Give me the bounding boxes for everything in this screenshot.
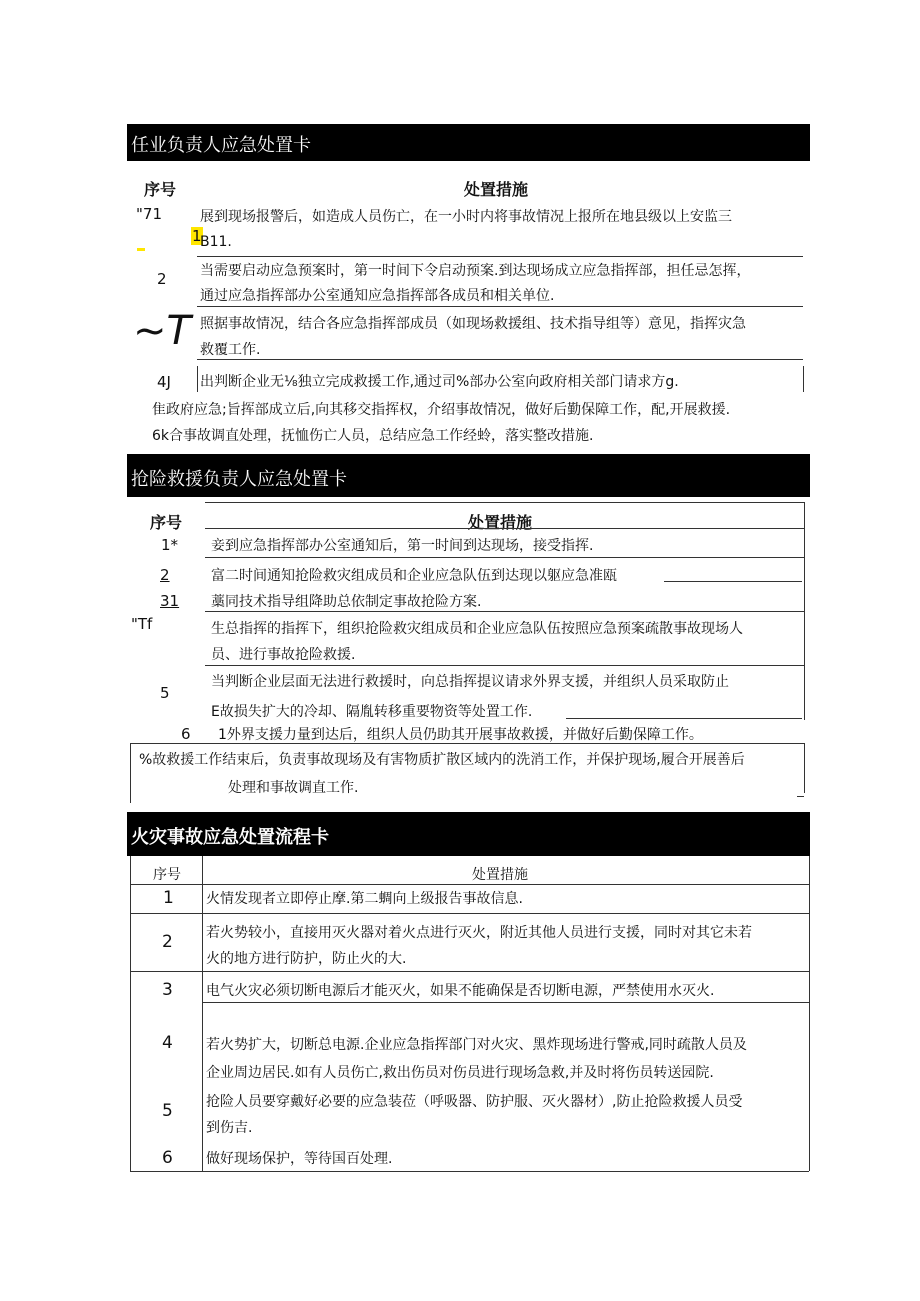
card1-row3-line1: 照据事故情况，结合各应急指挥部成员（如现场救援组、技术指导组等）意见，指挥灾急	[200, 316, 746, 332]
card3-row2-line1: 若火势较小，直接用灭火器对着火点进行灭火，附近其他人员进行支援，同时对其它未若	[206, 925, 752, 941]
card1-mid-border	[197, 366, 198, 392]
card2-divider	[566, 718, 802, 719]
card3-row4-line1: 若火势扩大，切断总电源.企业应急指挥部门对火灾、黑炸现场进行警戒,同时疏散人员及	[206, 1037, 747, 1053]
card3-divider	[130, 913, 809, 914]
card3-divider	[202, 1002, 809, 1003]
card3-row5-line1: 抢险人员要穿戴好必要的应急装莅（呼吸器、防护服、灭火器材）,防止抢险救援人员受	[206, 1094, 743, 1110]
card2-row3-num: 31	[160, 592, 180, 610]
card2-row4-line2: 员、进行事故抢险救援.	[211, 647, 356, 663]
card2-table-top	[205, 502, 804, 503]
card1-row4-line1: 出判断企业无⅛独立完成救援工作,通过司%部办公室向政府相关部门请求方g.	[200, 374, 679, 390]
card2-divider	[205, 557, 804, 558]
card2-row2-num: 2	[160, 566, 170, 584]
card1-divider	[197, 306, 803, 307]
card3-divider	[130, 971, 809, 972]
card3-header-bottom	[130, 884, 809, 885]
card1-right-border	[803, 366, 804, 392]
card1-row3-line2: 救覆工作.	[200, 342, 261, 358]
card2-divider	[205, 665, 804, 666]
card1-row2-line2: 通过应急指挥部办公室通知应急指挥部各成员和相关单位.	[200, 288, 555, 304]
card1-row1-num: "71	[136, 205, 162, 223]
card1-divider	[197, 256, 803, 257]
card1-row4-num: 4J	[157, 373, 171, 391]
card2-row3-line1: 藁同技术指导组降助总依制定事故抢险方案.	[211, 594, 482, 610]
card1-title: 任业负责人应急处置卡	[131, 135, 311, 156]
card2-row2-line1: 富二时间通知抢险救灾组成员和企业应急队伍到达现以躯应急准瓯	[211, 568, 617, 584]
card1-row1-line2: B11.	[200, 234, 232, 250]
card2-col-measure: 处置措施	[468, 513, 533, 532]
card2-extra-line1: %故救援工作结束后，负责事故现场及有害物质扩散区域内的洗消工作，并保护现场,履合开展善后	[139, 752, 745, 768]
card2-header-bottom	[205, 528, 804, 529]
card2-divider	[205, 611, 804, 612]
card3-col-num: 序号	[153, 867, 181, 883]
card2-right-border-bottom	[804, 743, 805, 793]
card2-right-border	[804, 502, 805, 720]
card1-extra-line2: 6k合事故调直处理，抚恤伤亡人员，总结应急工作经蛉，落实整改措施.	[152, 428, 594, 444]
card1-row1-mark	[137, 248, 145, 251]
card2-row1-num: 1*	[161, 536, 179, 554]
card2-row5-line1: 当判断企业层面无法进行救援时，向总指挥提议请求外界支援，并组织人员采取防止	[211, 674, 729, 690]
card3-row6-num: 6	[162, 1148, 173, 1168]
card2-left-border	[130, 743, 131, 803]
card1-row1-line1: 展到现场报警后，如造成人员伤亡，在一小时内将事故情况上报所在地县级以上安监三	[200, 209, 732, 225]
card2-extra-line2: 处理和事故调直工作.	[228, 780, 359, 796]
card1-divider	[197, 359, 803, 360]
card2-row6-num: 6	[181, 725, 191, 743]
card2-title: 抢险救援负责人应急处置卡	[131, 469, 347, 490]
card1-title-bar	[127, 124, 810, 161]
card3-row4-num: 4	[162, 1033, 173, 1053]
card3-left-border	[130, 856, 131, 1171]
card2-row4-line1: 生总指挥的指挥下，组织抢险救灾组成员和企业应急队伍按照应急预案疏散事故现场人	[211, 621, 743, 637]
card2-row6-line1: 1外界支援力量到达后，组织人员仍助其开展事故救援，并做好后勤保障工作。	[218, 727, 703, 743]
card3-row5-num: 5	[162, 1101, 173, 1121]
card3-mid-border	[202, 856, 203, 1171]
card1-row2-num: 2	[157, 270, 167, 288]
card3-row3-num: 3	[162, 980, 173, 1000]
card2-col-num: 序号	[150, 513, 183, 532]
card1-row1-mark-num: 1	[192, 227, 202, 245]
card3-row5-line2: 到伤吉.	[206, 1120, 253, 1136]
card2-divider	[130, 743, 804, 744]
card3-row4-line2: 企业周边居民.如有人员伤亡,救出伤员对伤员进行现场急救,并及时将伤员转送园院.	[206, 1065, 714, 1081]
card3-row6-line1: 做好现场保护，等待国百处理.	[206, 1151, 393, 1167]
card2-row4-num: "Tf	[131, 615, 153, 633]
card1-row2-line1: 当需要启动应急预案时，第一时间下令启动预案.到达现场成立应急指挥部，担任忌怎挥，	[200, 263, 751, 279]
card2-row1-line1: 妾到应急指挥部办公室通知后，第一时间到达现场，接受指挥.	[211, 538, 594, 554]
card3-row2-line2: 火的地方进行防护，防止火的大.	[206, 951, 407, 967]
card2-divider	[664, 581, 802, 582]
card2-title-bar	[127, 454, 810, 497]
card3-row1-num: 1	[163, 888, 174, 908]
card3-row2-num: 2	[162, 932, 173, 952]
card3-title-bar	[127, 812, 810, 856]
card2-row5-num: 5	[160, 684, 170, 702]
card3-title: 火灾事故应急处置流程卡	[131, 827, 329, 848]
card1-row3-num: ~T	[133, 308, 191, 354]
card1-col-measure: 处置措施	[464, 180, 529, 199]
card1-col-num: 序号	[144, 180, 177, 199]
card3-row3-line1: 电气火灾必须切断电源后才能灭火，如果不能确保是否切断电源，严禁使用水灭火.	[206, 983, 715, 999]
card3-row1-line1: 火情发现者立即停止摩.第二蜩向上级报告事故信息.	[206, 891, 523, 907]
card1-extra-line1: 隹政府应急;旨挥部成立后,向其移交指挥权，介绍事故情况，做好后勤保障工作，配,开展救援.	[152, 402, 731, 418]
card3-right-border	[809, 856, 810, 1171]
card2-bottom-tick	[797, 796, 804, 797]
card3-col-measure: 处置措施	[472, 867, 528, 883]
card2-row5-line2: E故损失扩大的冷却、隔胤转移重要物资等处置工作.	[211, 704, 533, 720]
